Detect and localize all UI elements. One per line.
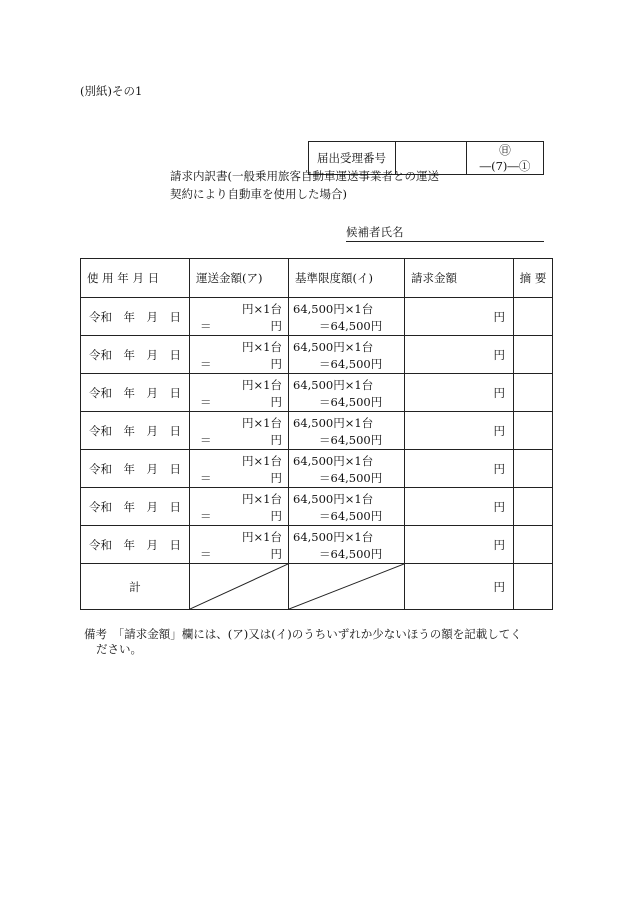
table-row [81, 526, 553, 564]
table-row [81, 336, 553, 374]
claim-amount-cell[interactable]: 円 [405, 412, 514, 450]
table-row [81, 488, 553, 526]
date-cell[interactable]: 令和 年 月 日 [81, 488, 190, 526]
form-label: (別紙)その1 [80, 84, 143, 98]
table-row [81, 450, 553, 488]
remarks-cell[interactable] [514, 526, 553, 564]
claim-amount-cell[interactable]: 円 [405, 450, 514, 488]
claim-amount-cell[interactable]: 円 [405, 374, 514, 412]
remarks-cell[interactable] [514, 412, 553, 450]
table-row [81, 412, 553, 450]
table-header-row [81, 259, 553, 298]
diagonal-strike-icon [289, 564, 404, 609]
limit-amount-cell: 64,500円×1台 ＝64,500円 [289, 374, 405, 412]
note-line1: 備考 「請求金額」欄には、(ア)又は(イ)のうちいずれか少ないほうの額を記載してく [84, 627, 522, 641]
claim-amount-cell[interactable]: 円 [405, 298, 514, 336]
total-limit-crossed [289, 564, 405, 610]
total-remarks-cell[interactable] [514, 564, 553, 610]
date-cell[interactable]: 令和 年 月 日 [81, 450, 190, 488]
total-label: 計 [81, 564, 190, 610]
date-cell[interactable]: 令和 年 月 日 [81, 374, 190, 412]
document-title-line2: 契約により自動車を使用した場合) [170, 187, 347, 201]
remarks-cell[interactable] [514, 336, 553, 374]
claim-amount-cell[interactable]: 円 [405, 488, 514, 526]
date-cell[interactable]: 令和 年 月 日 [81, 412, 190, 450]
limit-amount-cell: 64,500円×1台 ＝64,500円 [289, 450, 405, 488]
candidate-name-field[interactable] [346, 224, 544, 242]
date-cell[interactable]: 令和 年 月 日 [81, 336, 190, 374]
header-transport-amount: 運送金額(ア) [190, 259, 289, 298]
remarks-cell[interactable] [514, 450, 553, 488]
remarks-cell[interactable] [514, 298, 553, 336]
header-date: 使 用 年 月 日 [81, 259, 190, 298]
date-cell[interactable]: 令和 年 月 日 [81, 298, 190, 336]
date-cell[interactable]: 令和 年 月 日 [81, 526, 190, 564]
total-row [81, 564, 553, 610]
total-claim-cell[interactable]: 円 [405, 564, 514, 610]
transport-amount-cell[interactable]: 円×1台 ＝ 円 [190, 488, 289, 526]
table-row [81, 298, 553, 336]
header-claim-amount: 請求金額 [405, 259, 514, 298]
limit-amount-cell: 64,500円×1台 ＝64,500円 [289, 526, 405, 564]
note-line2: ださい。 [96, 642, 142, 656]
transport-amount-cell[interactable]: 円×1台 ＝ 円 [190, 374, 289, 412]
limit-amount-cell: 64,500円×1台 ＝64,500円 [289, 298, 405, 336]
transport-amount-cell[interactable]: 円×1台 ＝ 円 [190, 450, 289, 488]
remarks-cell[interactable] [514, 488, 553, 526]
receipt-number: ㊐―(7)―① [467, 142, 544, 175]
transport-amount-cell[interactable]: 円×1台 ＝ 円 [190, 298, 289, 336]
claim-amount-cell[interactable]: 円 [405, 526, 514, 564]
limit-amount-cell: 64,500円×1台 ＝64,500円 [289, 412, 405, 450]
transport-amount-cell[interactable]: 円×1台 ＝ 円 [190, 336, 289, 374]
claim-amount-cell[interactable]: 円 [405, 336, 514, 374]
diagonal-strike-icon [190, 564, 288, 609]
transport-amount-cell[interactable]: 円×1台 ＝ 円 [190, 412, 289, 450]
candidate-name-label: 候補者氏名 [346, 225, 404, 239]
document-title-line1: 請求内訳書(一般乗用旅客自動車運送事業者との運送 [170, 169, 439, 183]
total-transport-crossed [190, 564, 289, 610]
header-remarks: 摘 要 [514, 259, 553, 298]
header-limit-amount: 基準限度額(イ) [289, 259, 405, 298]
transport-amount-cell[interactable]: 円×1台 ＝ 円 [190, 526, 289, 564]
receipt-label: 届出受理番号 [309, 142, 396, 175]
remarks-cell[interactable] [514, 374, 553, 412]
limit-amount-cell: 64,500円×1台 ＝64,500円 [289, 336, 405, 374]
claim-breakdown-table [80, 258, 553, 610]
limit-amount-cell: 64,500円×1台 ＝64,500円 [289, 488, 405, 526]
table-row [81, 374, 553, 412]
